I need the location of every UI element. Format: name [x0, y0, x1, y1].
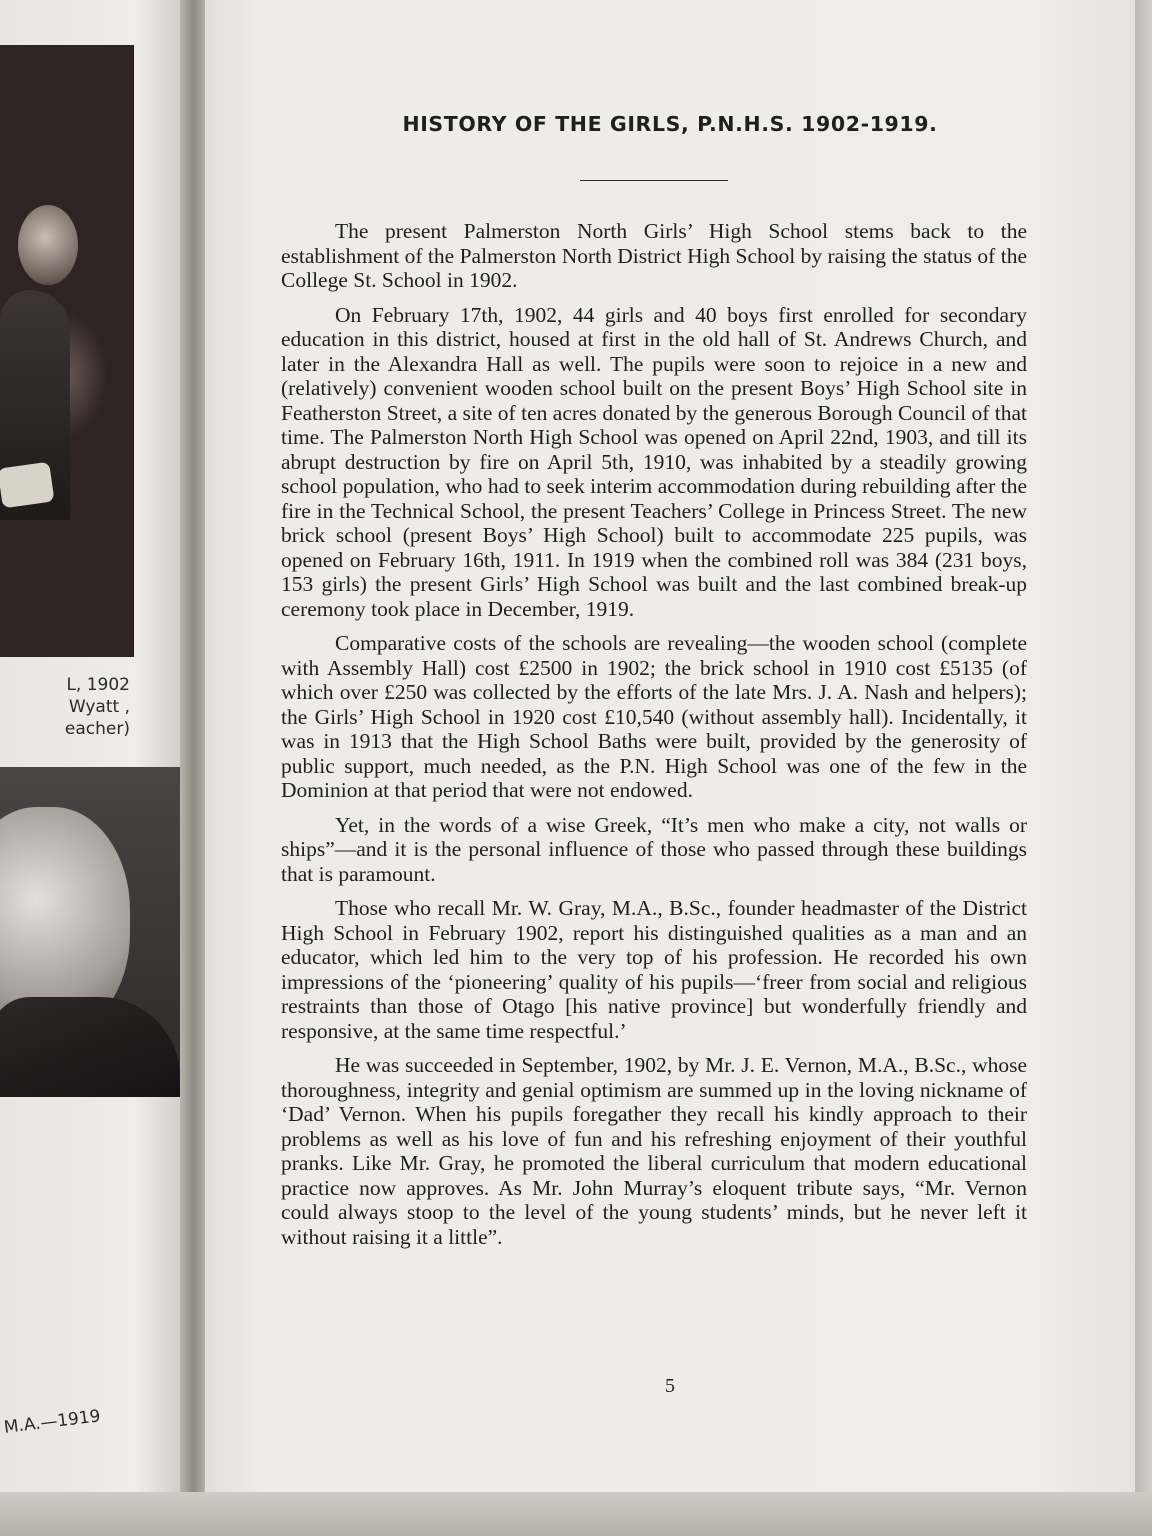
- page-title: HISTORY OF THE GIRLS, P.N.H.S. 1902-1919.: [402, 112, 938, 136]
- caption-line: L, 1902: [66, 675, 130, 695]
- caption-line: eacher): [64, 719, 130, 739]
- left-page: [0, 0, 195, 1536]
- photo-coat: [0, 997, 180, 1097]
- paragraph: Yet, in the words of a wise Greek, “It’s men who make a city, not walls or ships”—and it is the personal influence of those who passed through these buildings that is paramount.: [281, 812, 1027, 886]
- paragraph: Comparative costs of the schools are revealing—the wooden school (complete with Assembly Hall) cost £2500 in 1902; the brick school in 1910 cost £5135 (of which over £250 was collected by the efforts of the late Mrs. J. A. Nash and helpers); the Girls’ High School in 1920 cost £10,540 (without assembly hall). Incidentally, it was in 1913 that the High School Baths were built, provided by the generosity of public support, much needed, as the P.N. High School was one of the few in the Dominion at that period that were not endowed.: [281, 631, 1027, 802]
- photo-scroll: [0, 462, 55, 509]
- title-divider: [580, 180, 728, 181]
- caption-line: Wyatt ,: [68, 697, 130, 717]
- photo-caption-top: [0, 674, 130, 740]
- table-surface: [0, 1492, 1152, 1536]
- paragraph: The present Palmerston North Girls’ High School stems back to the establishment of the Palmerston North District High School by raising the status of the College St. School in 1902.: [281, 219, 1027, 292]
- page-number: 5: [665, 1375, 675, 1397]
- photo-caption-bottom: M.A.—1919: [2, 1406, 102, 1438]
- article-body: [281, 219, 1027, 1259]
- paragraph: Those who recall Mr. W. Gray, M.A., B.Sc., founder headmaster of the District High School in February 1902, report his distinguished qualities as a man and an educator, which led him to the very top of his profession. He recorded his own impressions of the ‘pioneering’ quality of his pupils—‘freer from social and religious restraints than those of Otago [his native province] but wonderfully friendly and responsive, at the same time respectful.’: [281, 896, 1027, 1043]
- photo-founder-staff: [0, 45, 134, 657]
- photo-head: [18, 205, 78, 285]
- page-edge: [1135, 0, 1152, 1536]
- paragraph: He was succeeded in September, 1902, by Mr. J. E. Vernon, M.A., B.Sc., whose thoroughness, integrity and genial optimism are summed up in the loving nickname of ‘Dad’ Vernon. When his pupils foregather they recall his kindly approach to their problems as well as his love of fun and his refreshing enjoyment of their youthful pranks. Like Mr. Gray, he promoted the liberal curriculum that modern educational practice now approves. As Mr. John Murray’s eloquent tribute says, “Mr. Vernon could always stoop to the level of the young students’ minds, but he never left it without raising it a little”.: [281, 1053, 1027, 1249]
- photo-portrait: [0, 767, 181, 1097]
- paragraph: On February 17th, 1902, 44 girls and 40 boys first enrolled for secondary education in this district, housed at first in the old hall of St. Andrews Church, and later in the Alexandra Hall as well. The pupils were soon to rejoice in a new and (relatively) convenient wooden school built on the present Boys’ High School site in Featherston Street, a site of ten acres donated by the generous Borough Council of that time. The Palmerston North High School was opened on April 22nd, 1903, and till its abrupt destruction by fire on April 5th, 1910, was inhabited by a steadily growing school population, who had to seek interim accommodation during rebuilding after the fire in the Technical School, the present Teachers’ College in Princess Street. The new brick school (present Boys’ High School) built to accommodate 225 pupils, was opened on February 16th, 1911. In 1919 when the combined roll was 384 (231 boys, 153 girls) the present Girls’ High School was built and the last combined break-up ceremony took place in December, 1919.: [281, 302, 1027, 621]
